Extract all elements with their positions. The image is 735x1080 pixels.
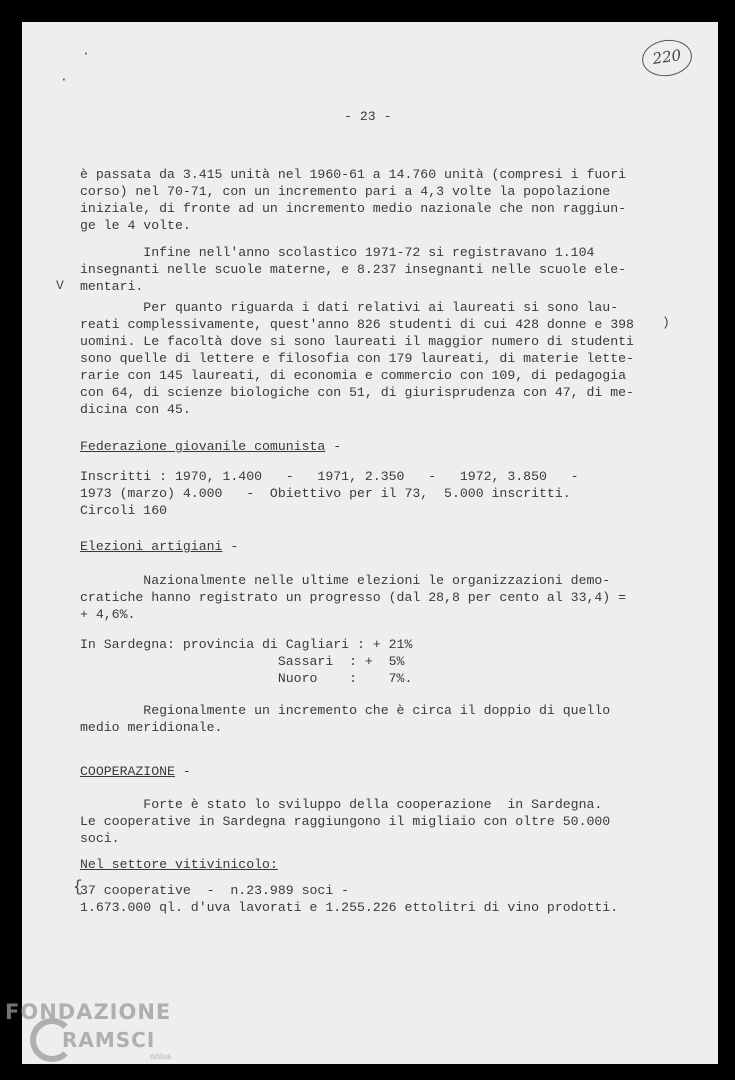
fondazione-gramsci-watermark: FONDAZIONE RAMSCI onlus [5, 1000, 172, 1061]
para-2-line: insegnanti nelle scuole materne, e 8.237 insegnanti nelle scuole ele- [80, 262, 627, 277]
para-1-line: è passata da 3.415 unità nel 1960-61 a 14.760 unità (compresi i fuori [80, 167, 627, 182]
para-3-line: Per quanto riguarda i dati relativi ai laureati si sono lau- [80, 300, 619, 315]
page-number: - 23 - [344, 109, 392, 124]
para-3-line: con 64, di scienze biologiche con 51, di giurisprudenza con 47, di me- [80, 385, 634, 400]
para-2-line: Infine nell'anno scolastico 1971-72 si registravano 1.104 [80, 245, 595, 260]
para-2-line: mentari. [80, 279, 144, 294]
margin-paren-mark: ) [662, 315, 670, 330]
para-3-line: sono quelle di lettere e filosofia con 179 laureati, di materie lette- [80, 351, 634, 366]
para-5-line: medio meridionale. [80, 720, 223, 735]
para-1-line: ge le 4 volte. [80, 218, 191, 233]
page-stamp: 220 [640, 37, 695, 80]
para-4-line: + 4,6%. [80, 607, 136, 622]
para-3-line: rarie con 145 laureati, di economia e commercio con 109, di pedagogia [80, 368, 627, 383]
fgc-line: Circoli 160 [80, 503, 168, 518]
fgc-line: 1973 (marzo) 4.000 - Obiettivo per il 73, 5.000 inscritti. [80, 486, 571, 501]
para-3-line: dicina con 45. [80, 402, 191, 417]
para-4-line: Nazionalmente nelle ultime elezioni le organizzazioni demo- [80, 573, 611, 588]
heading-vitivinicolo: Nel settore vitivinicolo: [80, 857, 278, 872]
sardegna-line: In Sardegna: provincia di Cagliari : + 21% [80, 637, 413, 652]
heading-artigiani: Elezioni artigiani - [80, 539, 239, 554]
para-3-line: reati complessivamente, quest'anno 826 studenti di cui 428 donne e 398 [80, 317, 634, 332]
viti-line: 37 cooperative - n.23.989 soci - [80, 883, 350, 898]
para-6-line: Forte è stato lo sviluppo della cooperazione in Sardegna. [80, 797, 603, 812]
margin-check-mark: V [56, 278, 64, 293]
para-5-line: Regionalmente un incremento che è circa il doppio di quello [80, 703, 611, 718]
margin-dot: · [82, 46, 90, 61]
heading-fgc: Federazione giovanile comunista - [80, 439, 342, 454]
document-page [22, 22, 718, 1064]
sardegna-line: Sassari : + 5% [80, 654, 405, 669]
margin-dot: · [60, 72, 68, 87]
fgc-line: Inscritti : 1970, 1.400 - 1971, 2.350 - 1972, 3.850 - [80, 469, 579, 484]
heading-cooperazione: COOPERAZIONE - [80, 764, 191, 779]
para-6-line: Le cooperative in Sardegna raggiungono il migliaio con oltre 50.000 [80, 814, 611, 829]
para-1-line: iniziale, di fronte ad un incremento medio nazionale che non raggiun- [80, 201, 627, 216]
viti-line: 1.673.000 ql. d'uva lavorati e 1.255.226 ettolitri di vino prodotti. [80, 900, 619, 915]
margin-bracket-mark: { [73, 878, 83, 896]
para-4-line: cratiche hanno registrato un progresso (dal 28,8 per cento al 33,4) = [80, 590, 627, 605]
para-6-line: soci. [80, 831, 120, 846]
para-3-line: uomini. Le facoltà dove si sono laureati il maggior numero di studenti [80, 334, 634, 349]
sardegna-line: Nuoro : 7%. [80, 671, 413, 686]
para-1-line: corso) nel 70-71, con un incremento pari a 4,3 volte la popolazione [80, 184, 611, 199]
